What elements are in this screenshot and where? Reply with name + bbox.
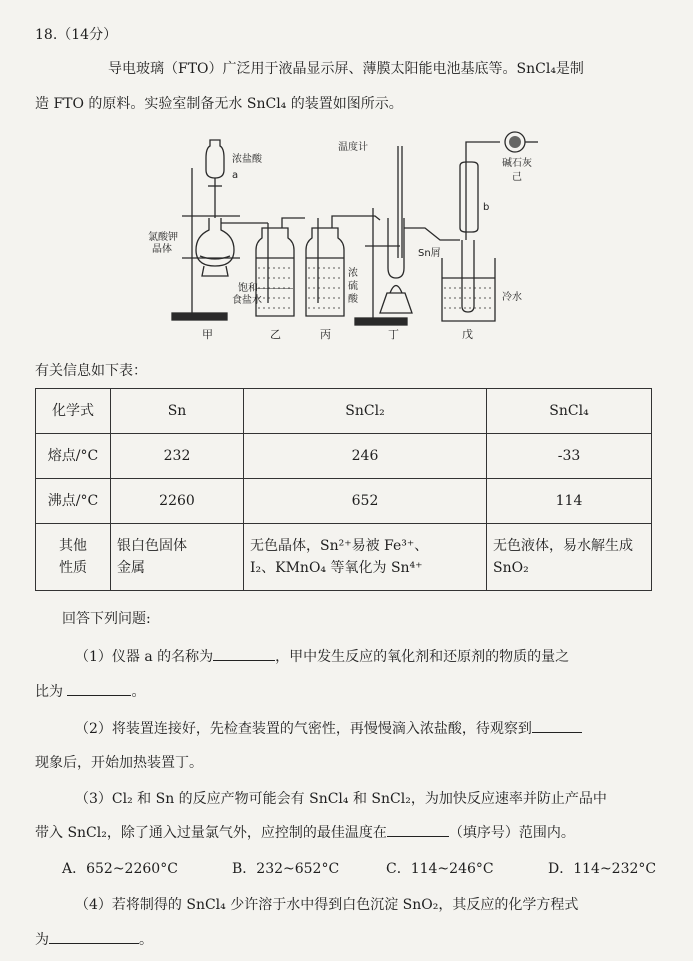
label-yi: 乙 xyxy=(270,328,281,341)
label-b: b xyxy=(483,202,490,213)
table-cell xyxy=(487,524,652,591)
q1-blank-2[interactable] xyxy=(67,681,131,696)
properties-table xyxy=(35,388,652,591)
q3-text-2: 带入 SnCl₂，除了通入过量氯气外，应控制的最佳温度在 xyxy=(35,825,387,841)
label-ding: 丁 xyxy=(388,328,399,341)
other-label-1: 其他 xyxy=(59,538,87,554)
header-cell: Sn xyxy=(111,389,244,434)
q3-text-3: （填序号）范围内。 xyxy=(448,825,575,841)
sncl2-prop-1: 无色晶体，Sn²⁺易被 Fe³⁺、 xyxy=(250,538,429,554)
sn-prop-2: 金属 xyxy=(117,560,145,576)
info-label: 有关信息如下表： xyxy=(35,363,147,379)
apparatus-diagram xyxy=(140,128,560,348)
table-cell xyxy=(244,524,487,591)
question-number: 18.（14分） xyxy=(35,27,118,43)
label-soda-lime-1: 碱石灰 xyxy=(502,158,532,169)
table-cell: 246 xyxy=(244,434,487,479)
label-sn-chips: Sn屑 xyxy=(418,248,441,259)
table-row xyxy=(36,434,652,479)
q1-text-3: 比为 xyxy=(35,684,63,700)
q4-line-1: （4）若将制得的 SnCl₄ 少许溶于水中得到白色沉淀 SnO₂，其反应的化学方程式 xyxy=(75,897,579,913)
label-conc-hcl: 浓盐酸 xyxy=(232,154,262,165)
q1-text-2: ，甲中发生反应的氧化剂和还原剂的物质的量之 xyxy=(275,649,570,665)
label-sat-1: 饱和 xyxy=(238,283,258,294)
q2-line-2: 现象后，开始加热装置丁。 xyxy=(35,755,203,771)
answer-prompt: 回答下列问题: xyxy=(62,611,151,627)
sncl4-prop-2: SnO₂ xyxy=(493,560,529,576)
intro-line-2: 造 FTO 的原料。实验室制备无水 SnCl₄ 的装置如图所示。 xyxy=(35,96,403,112)
table-cell: -33 xyxy=(487,434,652,479)
q1-text-1: （1）仪器 a 的名称为 xyxy=(75,649,214,665)
table-row xyxy=(36,524,652,591)
option-d[interactable]: D．114~232°C xyxy=(548,861,657,877)
q2-text-1: （2）将装置连接好，先检查装置的气密性，再慢慢滴入浓盐酸，待观察到 xyxy=(75,721,532,737)
q1-blank-1[interactable] xyxy=(213,646,275,661)
q1-text-4: 。 xyxy=(131,684,146,700)
table-cell: 652 xyxy=(244,479,487,524)
sncl2-prop-2: I₂、KMnO₄ 等氧化为 Sn⁴⁺ xyxy=(250,560,423,576)
label-a: a xyxy=(232,170,239,181)
label-sat-2: 食盐水 xyxy=(232,295,262,306)
q2-blank[interactable] xyxy=(532,718,582,733)
label-h2so4-1: 浓 xyxy=(348,268,358,279)
q3-line-1: （3）Cl₂ 和 Sn 的反应产物可能会有 SnCl₄ 和 SnCl₂，为加快反应速率并防止产品中 xyxy=(75,791,607,807)
label-bing: 丙 xyxy=(320,328,331,341)
label-h2so4-2: 硫 xyxy=(348,281,358,292)
table-cell: 熔点/°C xyxy=(36,434,111,479)
sn-prop-1: 银白色固体 xyxy=(117,538,187,554)
table-cell: 2260 xyxy=(111,479,244,524)
q1-line-1 xyxy=(75,646,569,666)
table-cell: 232 xyxy=(111,434,244,479)
q1-line-2 xyxy=(35,681,145,701)
q4-line-2 xyxy=(35,929,153,949)
q4-text-3: 。 xyxy=(139,932,153,948)
header-cell: SnCl₂ xyxy=(244,389,487,434)
label-thermometer: 温度计 xyxy=(338,142,368,153)
q3-line-2 xyxy=(35,822,575,842)
q3-blank[interactable] xyxy=(387,822,449,837)
other-label-2: 性质 xyxy=(59,560,87,576)
label-cold-water: 冷水 xyxy=(502,292,522,303)
header-cell: 化学式 xyxy=(36,389,111,434)
label-kclo3-1: 氯酸钾 xyxy=(148,232,178,243)
label-h2so4-3: 酸 xyxy=(348,294,358,305)
intro-line-1: 导电玻璃（FTO）广泛用于液晶显示屏、薄膜太阳能电池基底等。SnCl₄是制 xyxy=(108,61,584,77)
table-row xyxy=(36,479,652,524)
q2-line-1 xyxy=(75,718,582,738)
table-row xyxy=(36,389,652,434)
label-wu: 戊 xyxy=(462,328,473,341)
table-cell xyxy=(36,524,111,591)
table-cell: 114 xyxy=(487,479,652,524)
table-cell xyxy=(111,524,244,591)
header-cell: SnCl₄ xyxy=(487,389,652,434)
table-cell: 沸点/°C xyxy=(36,479,111,524)
q4-text-2: 为 xyxy=(35,932,49,948)
label-jia: 甲 xyxy=(202,328,213,341)
sncl4-prop-1: 无色液体，易水解生成 xyxy=(493,538,633,554)
q4-blank[interactable] xyxy=(49,929,139,944)
label-kclo3-2: 晶体 xyxy=(152,244,172,255)
option-a[interactable]: A．652~2260°C xyxy=(62,861,178,877)
option-c[interactable]: C．114~246°C xyxy=(386,861,494,877)
label-soda-lime-2: 己 xyxy=(512,172,522,183)
option-b[interactable]: B．232~652°C xyxy=(232,861,340,877)
